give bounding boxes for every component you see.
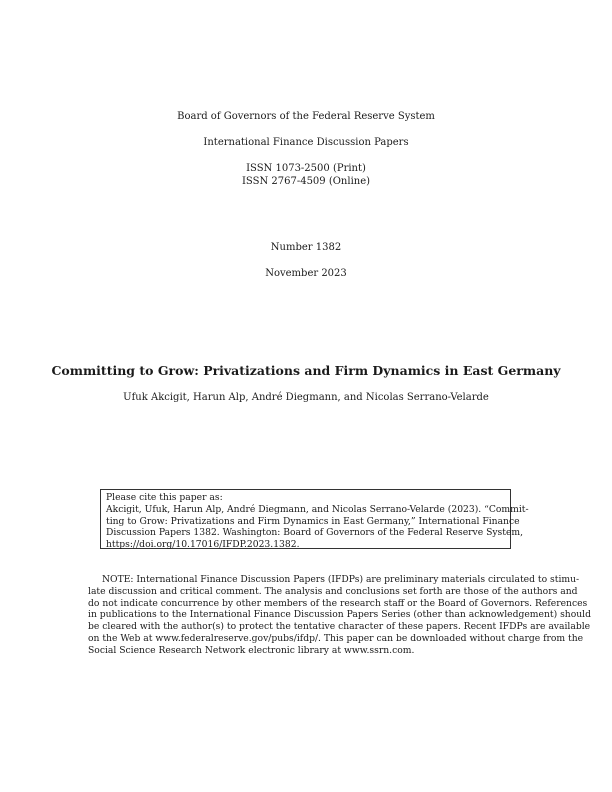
note-line: in publications to the International Finance Discussion Papers Series (other than acknowledgement) should — [88, 609, 591, 621]
institution-name: Board of Governors of the Federal Reserve System — [177, 111, 435, 122]
paper-authors: Ufuk Akcigit, Harun Alp, André Diegmann, and Nicolas Serrano-Velarde — [123, 392, 489, 403]
note-line: Social Science Research Network electronic library at www.ssrn.com. — [88, 644, 415, 656]
note-line: late discussion and critical comment. The analysis and conclusions set forth are those of the authors and — [88, 585, 578, 597]
series-name: International Finance Discussion Papers — [203, 137, 409, 148]
citation-box — [100, 489, 529, 551]
note-line: be cleared with the author(s) to protect the tentative character of these papers. Recent IFDPs are available — [88, 621, 591, 633]
note-line: NOTE: International Finance Discussion Papers (IFDPs) are preliminary materials circulated to stimu- — [102, 574, 580, 585]
citation-line: Discussion Papers 1382. Washington: Board of Governors of the Federal Reserve System, — [106, 527, 524, 539]
note-line: on the Web at www.federalreserve.gov/pubs/ifdp/. This paper can be downloaded without charge from the — [88, 632, 584, 644]
issn-print: ISSN 1073-2500 (Print) — [246, 163, 366, 174]
issn-online: ISSN 2767-4509 (Online) — [241, 176, 371, 187]
paper-date: November 2023 — [265, 268, 347, 279]
paper-title: Committing to Grow: Privatizations and Firm Dynamics in East Germany — [51, 363, 561, 378]
paper-number: Number 1382 — [270, 242, 342, 253]
disclaimer-note — [88, 574, 591, 657]
citation-doi: https://doi.org/10.17016/IFDP.2023.1382. — [106, 539, 300, 551]
citation-line: ting to Grow: Privatizations and Firm Dynamics in East Germany,” International Finance — [106, 515, 520, 527]
citation-line: Please cite this paper as: — [106, 492, 223, 503]
note-line: do not indicate concurrence by other members of the research staff or the Board of Governors. References — [88, 597, 588, 609]
citation-line: Akcigit, Ufuk, Harun Alp, André Diegmann, and Nicolas Serrano-Velarde (2023). “Commit- — [106, 503, 529, 515]
